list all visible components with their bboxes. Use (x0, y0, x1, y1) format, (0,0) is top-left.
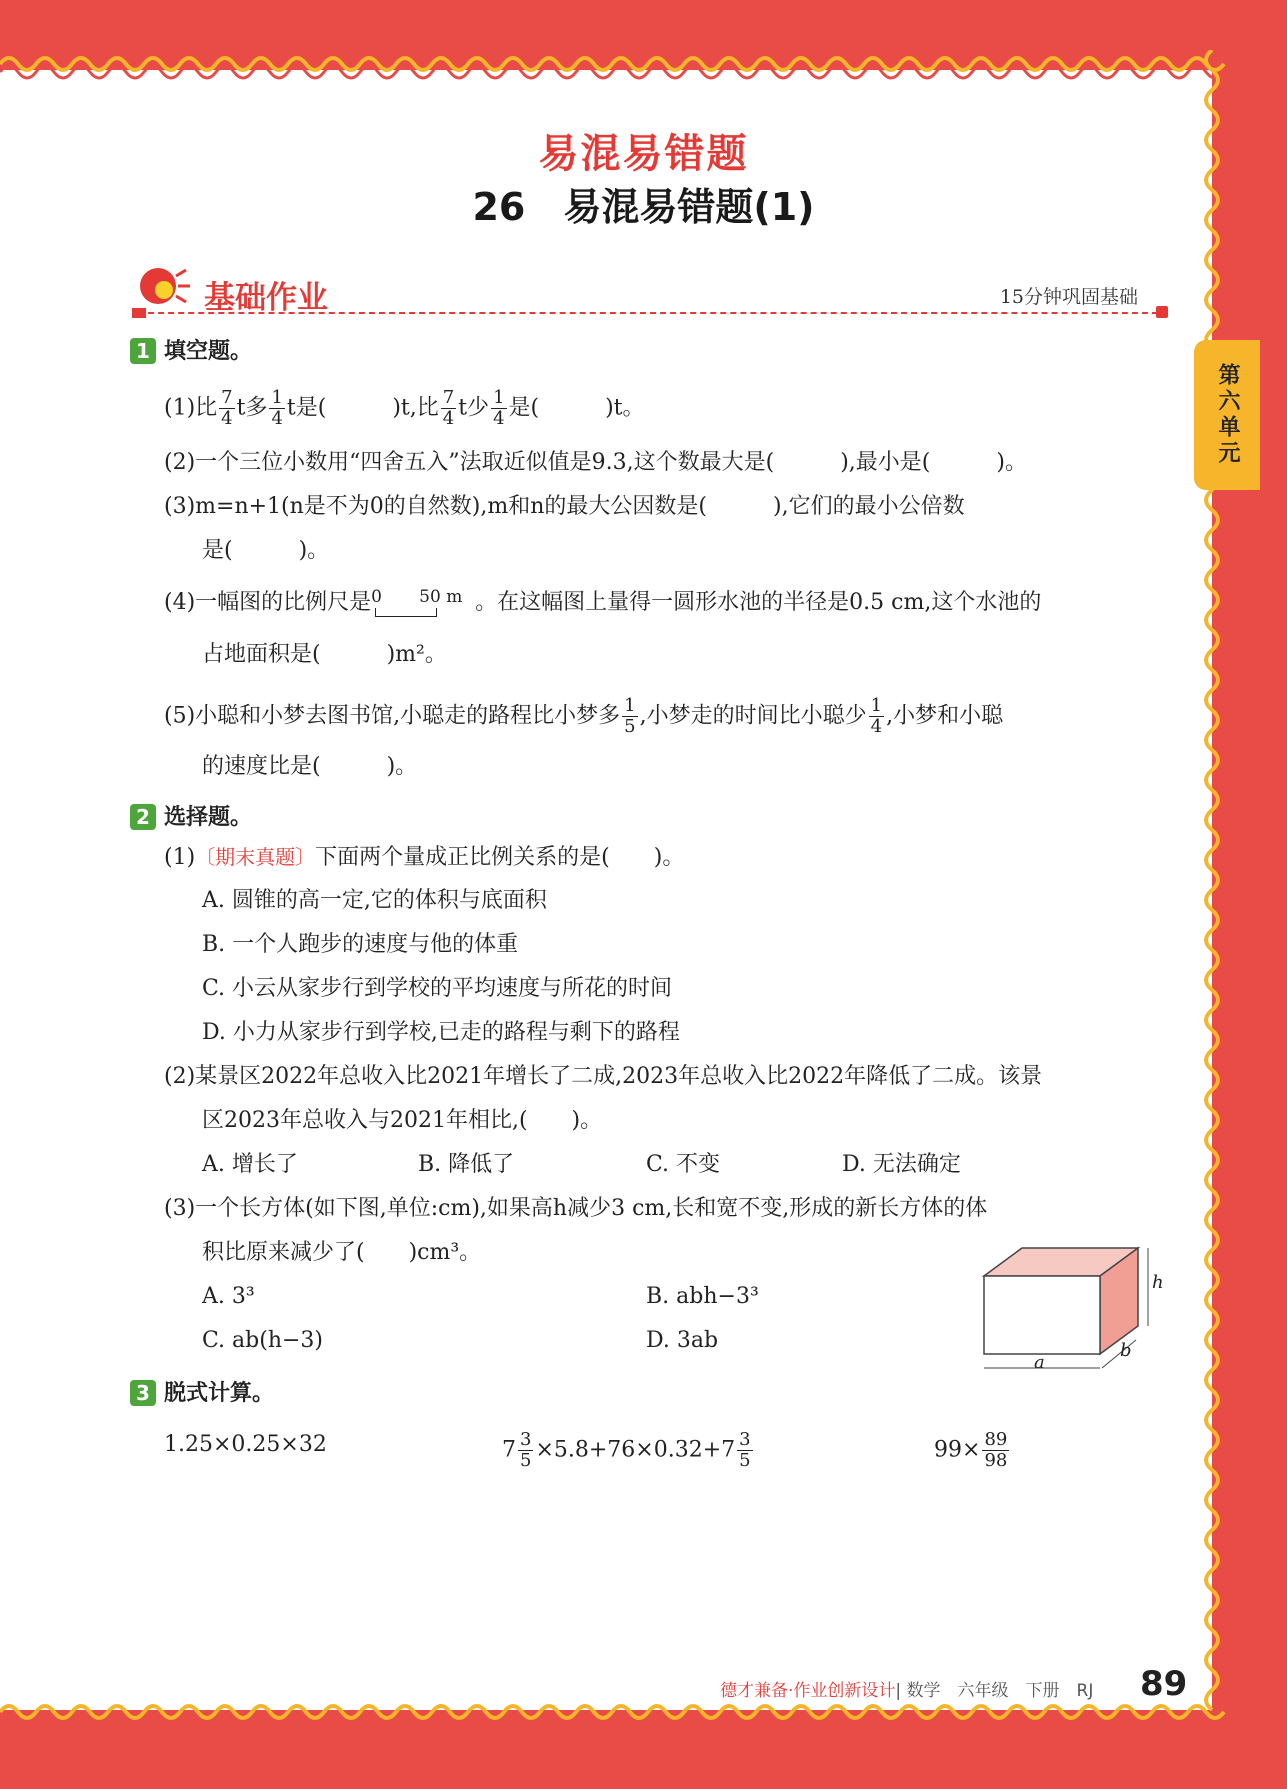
q1-number: 1 (130, 338, 156, 364)
page-number: 89 (1140, 1664, 1188, 1704)
fraction-denominator: 98 (984, 1450, 1008, 1471)
fraction (518, 1430, 533, 1471)
q2-s3-line2: 积比原来减少了( )cm³。 (202, 1240, 482, 1265)
fraction-numerator: 3 (520, 1429, 532, 1450)
fraction (491, 388, 506, 429)
q1-p1-text-c: t是( )t,比 (286, 395, 439, 421)
q3-expr-3 (934, 1430, 1011, 1471)
q1-p3-line2: 是( )。 (202, 538, 330, 563)
cuboid-h-label: h (1152, 1272, 1164, 1293)
q1-p4-text-b: 。在这幅图上量得一圆形水池的半径是0.5 cm,这个水池的 (475, 590, 1042, 615)
q1-p4 (164, 588, 1041, 618)
fraction-numerator: 1 (624, 695, 636, 716)
divider-end-icon (1156, 306, 1168, 318)
fraction-denominator: 4 (870, 716, 883, 737)
scale-line (375, 608, 437, 617)
q1-p5-line2: 的速度比是( )。 (202, 754, 418, 779)
q2-s2-option-c: C. 不变 (646, 1152, 721, 1177)
q2-s3-line1: (3)一个长方体(如下图,单位:cm),如果高h减少3 cm,长和宽不变,形成的新长方体的体 (164, 1196, 988, 1221)
fraction-numerator: 1 (493, 387, 505, 408)
q2-s2-line1: (2)某景区2022年总收入比2021年增长了二成,2023年总收入比2022年降低了二成。该景 (164, 1064, 1043, 1089)
wavy-border-right (1200, 50, 1228, 1730)
fraction (869, 696, 884, 737)
section-title: 基础作业 (204, 280, 328, 316)
q3-expr-1: 1.25×0.25×32 (164, 1432, 327, 1457)
fraction-denominator: 5 (520, 1450, 532, 1471)
q1-p4-text-a: (4)一幅图的比例尺是 (164, 590, 372, 615)
fraction (982, 1430, 1009, 1471)
page-title: 26 易混易错题(1) (472, 185, 815, 229)
fraction (269, 388, 284, 429)
q2-heading (130, 800, 252, 831)
q1-p5 (164, 696, 1003, 737)
q3-expr-2-mid: ×5.8+76×0.32+7 (535, 1437, 736, 1463)
cuboid-drawing (978, 1240, 1168, 1380)
q1-heading-text: 填空题。 (164, 339, 253, 364)
q2-s2-line2: 区2023年总收入与2021年相比,( )。 (202, 1108, 603, 1133)
fraction-numerator: 89 (984, 1429, 1008, 1450)
fraction-numerator: 7 (221, 387, 233, 408)
q2-s1-text: 下面两个量成正比例关系的是( )。 (315, 845, 685, 870)
exam-tag: 〔期末真题〕 (195, 845, 316, 869)
q2-s3-option-d: D. 3ab (646, 1328, 719, 1353)
q1-p2: (2)一个三位小数用“四舍五入”法取近似值是9.3,这个数最大是( ),最小是( )。 (164, 450, 1027, 475)
q2-s1-num: (1) (164, 845, 196, 870)
q1-p5-text-a: (5)小聪和小梦去图书馆,小聪走的路程比小梦多 (164, 703, 621, 729)
q1-p3-line1: (3)m=n+1(n是不为0的自然数),m和n的最大公因数是( ),它们的最小公倍数 (164, 494, 965, 519)
q3-number: 3 (130, 1380, 156, 1406)
fraction-denominator: 5 (624, 716, 636, 737)
footer-subject: | 数学 六年级 下册 RJ (895, 1681, 1094, 1701)
cuboid-figure (978, 1240, 1168, 1380)
scale-fifty-label: 50 m (419, 587, 463, 607)
fraction (622, 696, 637, 737)
q1-heading (130, 334, 252, 365)
fraction-numerator: 1 (870, 695, 883, 716)
q2-s1-option-d: D. 小力从家步行到学校,已走的路程与剩下的路程 (202, 1020, 680, 1045)
q3-expr-3-text: 99× (934, 1437, 981, 1463)
q2-s1 (164, 842, 684, 873)
q3-expr-2 (502, 1430, 755, 1471)
q3-heading (130, 1376, 274, 1407)
cuboid-a-label: a (1034, 1352, 1045, 1373)
q2-number: 2 (130, 804, 156, 830)
scale-bar (371, 587, 463, 618)
fraction-denominator: 4 (221, 408, 233, 429)
scale-zero-label: 0 (371, 587, 382, 607)
q2-heading-text: 选择题。 (164, 805, 253, 830)
fraction-denominator: 4 (271, 408, 283, 429)
q2-s1-option-c: C. 小云从家步行到学校的平均速度与所花的时间 (202, 976, 673, 1001)
fraction-numerator: 1 (271, 387, 283, 408)
wavy-border-top (0, 46, 1240, 80)
mixed-whole: 7 (502, 1437, 516, 1463)
cuboid-b-label: b (1120, 1340, 1132, 1361)
fraction-denominator: 5 (739, 1450, 751, 1471)
fraction-numerator: 3 (739, 1429, 751, 1450)
q2-s3-option-b: B. abh−3³ (646, 1284, 759, 1309)
section-note: 15分钟巩固基础 (999, 286, 1138, 308)
fraction (219, 388, 234, 429)
q1-p5-text-c: ,小梦和小聪 (886, 703, 1004, 729)
fraction-denominator: 4 (493, 408, 505, 429)
q1-p5-text-b: ,小梦走的时间比小聪少 (639, 703, 867, 729)
category-title: 易混易错题 (538, 131, 749, 177)
q1-p1 (164, 388, 645, 429)
footer-series-title: 德才兼备·作业创新设计 (720, 1681, 896, 1701)
q2-s2-option-a: A. 增长了 (202, 1152, 298, 1177)
q2-s3-option-a: A. 3³ (202, 1284, 255, 1309)
q2-s2-option-b: B. 降低了 (418, 1152, 515, 1177)
section-header (128, 262, 1168, 322)
q1-p1-text-a: (1)比 (164, 395, 218, 421)
fraction (737, 1430, 752, 1471)
wavy-border-bottom (0, 1700, 1240, 1734)
section-divider (138, 312, 1168, 314)
q1-p1-text-d: t少 (458, 395, 490, 421)
q2-s3-option-c: C. ab(h−3) (202, 1328, 323, 1353)
q2-s1-option-a: A. 圆锥的高一定,它的体积与底面积 (202, 888, 547, 913)
fraction (441, 388, 456, 429)
q3-heading-text: 脱式计算。 (164, 1381, 275, 1406)
q2-s2-option-d: D. 无法确定 (842, 1152, 961, 1177)
q1-p4-line2: 占地面积是( )m²。 (202, 642, 447, 667)
footer-series (720, 1676, 1093, 1701)
q1-p1-text-b: t多 (236, 395, 268, 421)
q2-s1-option-b: B. 一个人跑步的速度与他的体重 (202, 932, 519, 957)
fraction-denominator: 4 (442, 408, 455, 429)
fraction-numerator: 7 (442, 387, 455, 408)
q1-p1-text-e: 是( )t。 (508, 395, 645, 421)
unit-tab: 第六单元 (1194, 340, 1260, 490)
